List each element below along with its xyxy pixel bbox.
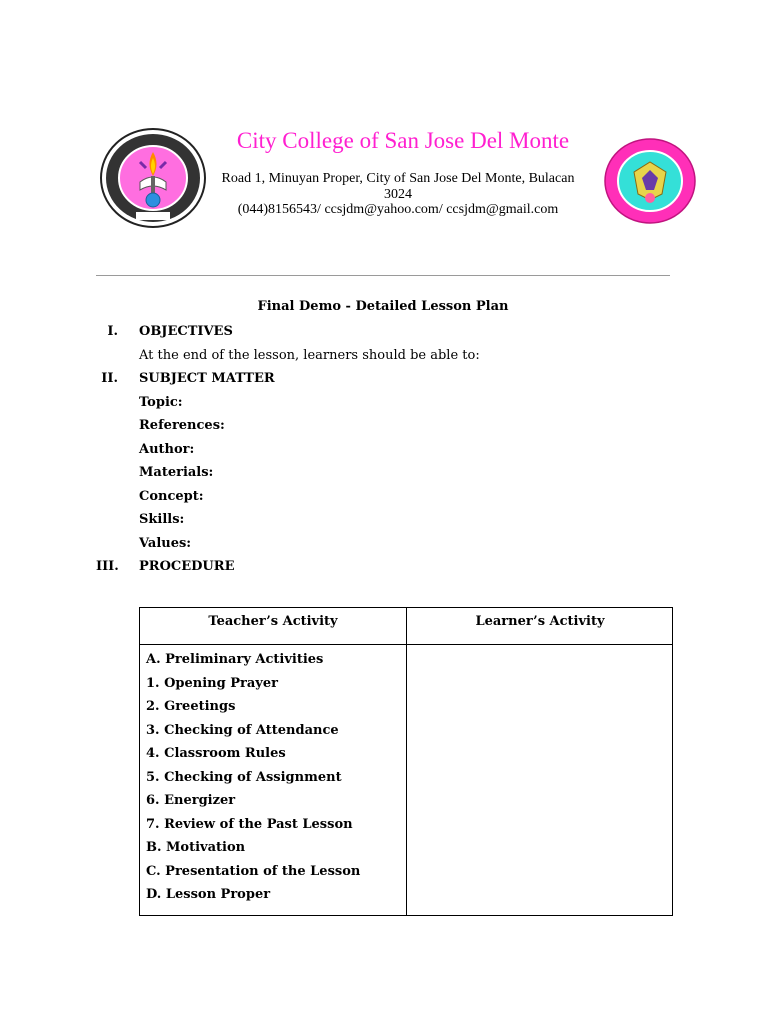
section-numeral: III. [96,559,119,574]
college-name: City College of San Jose Del Monte [236,128,570,153]
section-numeral: II. [101,371,118,386]
table-column-divider [406,608,407,915]
table-row: B. Motivation [146,840,246,855]
college-address [208,171,588,218]
table-header-divider [140,644,672,645]
table-header-teacher: Teacher’s Activity [208,614,338,629]
document-title: Final Demo - Detailed Lesson Plan [257,299,509,314]
section-heading-procedure: PROCEDURE [139,559,235,574]
field-label-author: Author: [139,442,195,457]
table-row: 3. Checking of Attendance [146,723,339,738]
activity-table [139,607,673,916]
section-numeral: I. [107,324,118,339]
table-header-learner: Learner’s Activity [475,614,605,629]
field-label-skills: Skills: [139,512,185,527]
table-row: 6. Energizer [146,793,236,808]
table-row: 2. Greetings [146,699,236,714]
field-label-values: Values: [139,536,192,551]
section-heading-subject-matter: SUBJECT MATTER [139,371,275,386]
header-divider [96,275,670,276]
table-row: A. Preliminary Activities [146,652,324,667]
address-line-1: Road 1, Minuyan Proper, City of San Jose Del Monte, Bulacan [221,171,575,186]
program-seal-right-logo [604,138,696,224]
table-row: 4. Classroom Rules [146,746,286,761]
table-row: C. Presentation of the Lesson [146,864,361,879]
objectives-text: At the end of the lesson, learners should be able to: [139,348,480,363]
section-heading-objectives: OBJECTIVES [139,324,233,339]
field-label-concept: Concept: [139,489,204,504]
table-row: D. Lesson Proper [146,887,271,902]
field-label-topic: Topic: [139,395,183,410]
field-label-materials: Materials: [139,465,214,480]
table-row: 1. Opening Prayer [146,676,278,691]
college-seal-left-logo [100,128,206,228]
field-label-references: References: [139,418,225,433]
address-line-2: 3024 [384,186,412,202]
table-row: 5. Checking of Assignment [146,770,342,785]
contact-line: (044)8156543/ ccsjdm@yahoo.com/ ccsjdm@gmail.com [237,202,559,217]
table-row: 7. Review of the Past Lesson [146,817,353,832]
